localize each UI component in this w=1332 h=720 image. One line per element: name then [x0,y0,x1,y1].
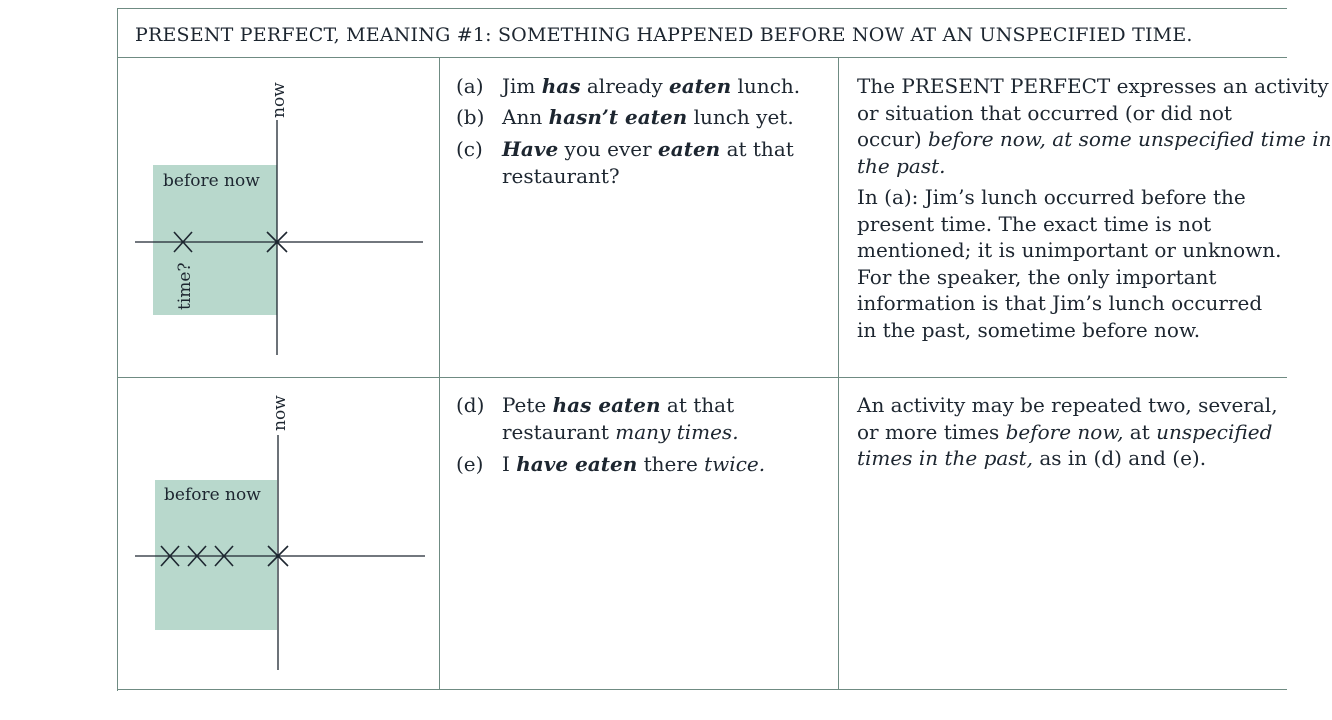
column-divider-1 [439,57,440,690]
header-divider [117,57,1287,58]
before-now-label: before now [163,171,260,191]
explanation-1-line-2: or situation that occurred (or did not [857,100,1232,125]
before-now-label-2: before now [164,485,261,505]
now-label-2: now [270,395,290,431]
explanation-1-p2-line-2: present time. The exact time is not [857,211,1212,236]
explanation-1-p2-line-3: mentioned; it is unimportant or unknown. [857,238,1282,262]
now-label: now [269,82,289,118]
explanation-1-p2-line-4: For the speaker, the only important [857,264,1217,289]
time-question-label: time? [175,262,195,310]
example-b: (b) Ann hasn’t eaten lunch yet. [456,105,794,129]
explanation-1-p2-line-6: in the past, sometime before now. [857,317,1201,342]
timeline-diagram-2 [130,385,430,675]
explanation-1 [857,73,1332,343]
explanation-1-line-1: The PRESENT PERFECT expresses an activity [857,74,1329,98]
row-divider [117,377,1287,378]
example-a: (a) Jim has already eaten lunch. [456,74,801,98]
example-e: (e) I have eaten there twice. [456,452,766,476]
explanation-1-line-4: the past. [857,153,946,178]
explanation-2 [857,392,1297,472]
explanation-1-p2-line-5: information is that Jim’s lunch occurred [857,291,1263,315]
example-d: (d) Pete has eaten at that restaurant many times. [456,393,739,444]
explanation-1-p2-line-1: In (a): Jim’s lunch occurred before the [857,185,1246,209]
table-bottom-rule [117,689,1287,690]
column-divider-2 [838,57,839,690]
timeline-diagram-1 [130,70,430,360]
explanation-2-line-1: An activity may be repeated two, several, [857,393,1278,417]
explanation-2-line-3: times in the past, as in (d) and (e). [857,446,1207,470]
explanation-1-line-3: occur) before now, at some unspecified time in [857,127,1332,151]
timeline-svg-2 [130,385,430,675]
table-top-rule [117,8,1287,9]
chart-heading: PRESENT PERFECT, MEANING #1: SOMETHING HAPPENED BEFORE NOW AT AN UNSPECIFIED TIME. [135,24,1193,46]
example-c: (c) Have you ever eaten at that restaurant? [456,137,794,188]
explanation-2-line-2: or more times before now, at unspecified [857,419,1273,444]
timeline-svg-1 [130,70,430,360]
